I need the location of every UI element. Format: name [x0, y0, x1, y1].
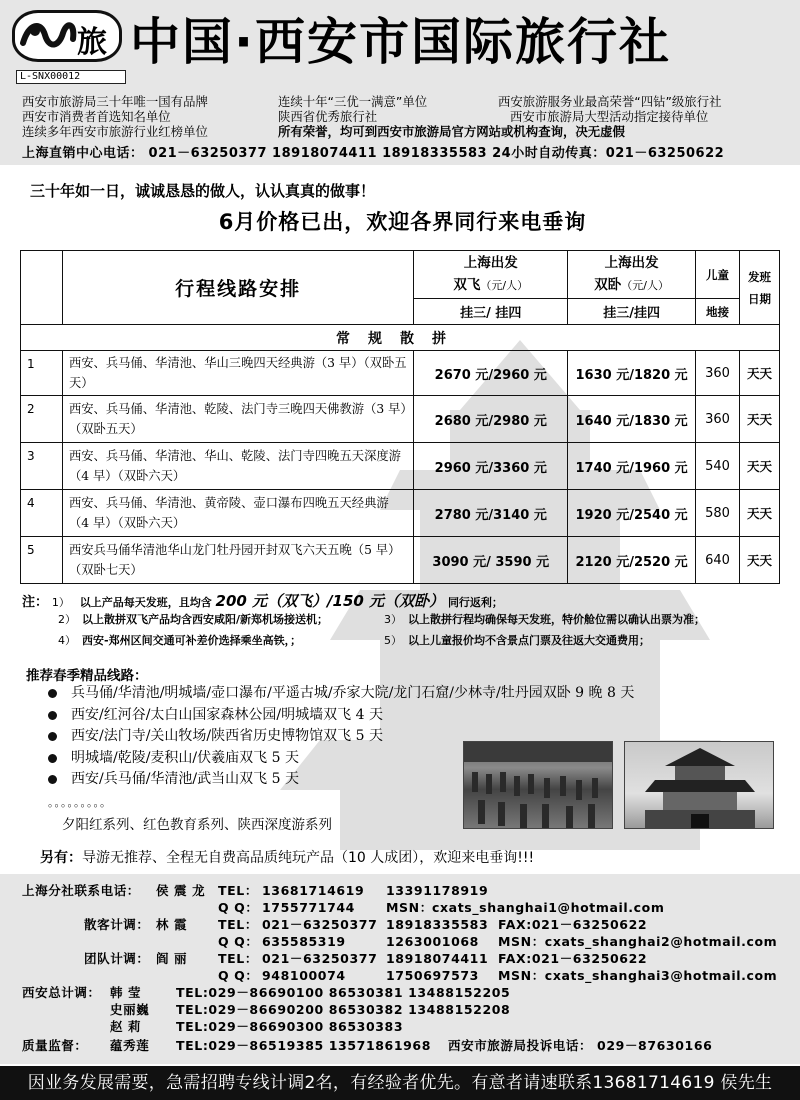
note-3 [384, 613, 705, 627]
bullet-icon [48, 754, 57, 763]
row-route: 西安、兵马俑、华清池、黄帝陵、壶口瀑布四晚五天经典游（4 早）（双卧六天） [62, 490, 413, 537]
row-air-price: 2960 元/3360 元 [414, 443, 568, 490]
honor-text: 连续十年“三优一满意”单位 [278, 94, 428, 109]
spring-routes-title: 推荐春季精品线路： [26, 668, 148, 684]
header-freq-sub: 日期 [747, 291, 771, 306]
note-text: 同行返利； [447, 596, 503, 609]
xian-phone: TEL:029－86690300 86530383 [176, 1019, 404, 1034]
spring-route-text: 西安/法门寺/关山牧场/陕西省历史博物馆双飞 5 天 [71, 728, 383, 744]
tel-label: TEL： [218, 951, 258, 966]
row-air-price: 2680 元/2980 元 [414, 396, 568, 443]
header-train-cell [568, 251, 696, 299]
row-frequency: 天天 [739, 351, 779, 396]
tel-label: TEL： [218, 917, 258, 932]
group-contact-name: 阎 丽 [156, 951, 188, 966]
notes-label: 注： [22, 595, 49, 610]
header-child-label: 儿童 [706, 267, 729, 282]
phone-number: 021－63250377 [262, 917, 378, 932]
company-name: 中国·西安市国际旅行社 [130, 13, 671, 71]
note-text: 以上儿童报价均不含景点门票及往返大交通费用； [408, 634, 650, 647]
fax-number: FAX:021－63250622 [498, 951, 648, 966]
header-train-unit: （元/人） [621, 279, 669, 292]
price-subheading: 6月价格已出，欢迎各界同行来电垂询 [218, 210, 587, 234]
ellipsis-dots: 。。。。。。。。。 [48, 796, 112, 809]
qq-number: 1263001068 [386, 934, 479, 949]
qa-label: 质量监督： [22, 1038, 88, 1053]
price-table [20, 250, 780, 584]
note-text: 西安-郑州区间交通可补差价选择乘坐高铁，； [82, 634, 302, 647]
section-label: 常规散拼 [21, 325, 780, 351]
row-train-price: 1740 元/1960 元 [568, 443, 696, 490]
honor-text: 连续多年西安市旅游行业红榜单位 [22, 124, 208, 139]
drum-tower-photo [624, 741, 774, 829]
spring-route-text: 兵马俑/华清池/明城墙/壶口瀑布/平遥古城/乔家大院/龙门石窟/少林寺/牡丹园双卧 9 晚 8 天 [71, 685, 635, 701]
list-item [48, 727, 383, 745]
row-air-price: 3090 元/ 3590 元 [414, 537, 568, 584]
row-child-price: 360 [696, 351, 740, 396]
qq-label: Q Q： [218, 968, 259, 983]
header-train-label: 上海出发 [604, 255, 659, 271]
table-row [21, 396, 780, 443]
xian-contact-name: 赵 莉 [110, 1019, 142, 1034]
qq-number: 948100074 [262, 968, 346, 983]
row-number: 5 [21, 537, 63, 584]
tel-label: TEL： [218, 883, 258, 898]
license-number: L-SNX00012 [16, 70, 126, 84]
rebate-amount: 200 元（双飞）/150 元（双卧） [215, 592, 445, 610]
msn-address: MSN：cxats_shanghai3@hotmail.com [498, 968, 778, 983]
honor-text: 陕西省优秀旅行社 [278, 109, 378, 124]
slogan: 三十年如一日，诚诚恳恳的做人，认认真真的做事！ [30, 182, 376, 200]
spring-route-text: 明城墙/乾陵/麦积山/伏羲庙双飞 5 天 [71, 750, 299, 766]
extra-text: 导游无推荐、全程无自费高品质纯玩产品（10 人成团），欢迎来电垂询!!! [82, 850, 535, 866]
shanghai-branch-label: 上海分社联系电话： [22, 883, 140, 898]
table-row [21, 351, 780, 396]
header-route-title: 行程线路安排 [62, 251, 413, 325]
row-train-price: 1640 元/1830 元 [568, 396, 696, 443]
row-air-price: 2670 元/2960 元 [414, 351, 568, 396]
honor-text: 西安市旅游局大型活动指定接待单位 [510, 109, 709, 124]
complaint-phone: 西安市旅游局投诉电话： 029－87630166 [448, 1038, 713, 1053]
table-row [21, 443, 780, 490]
row-route: 西安、兵马俑、华清池、乾陵、法门寺三晚四天佛教游（3 早）（双卧五天） [62, 396, 413, 443]
row-child-price: 360 [696, 396, 740, 443]
spring-route-text: 西安/兵马俑/华清池/武当山双飞 5 天 [71, 771, 299, 787]
qq-label: Q Q： [218, 934, 259, 949]
header-child-cell [696, 251, 740, 299]
note-number: 2） [58, 613, 76, 626]
table-header-row [21, 251, 780, 299]
row-number: 4 [21, 490, 63, 537]
phone-number: 13391178919 [386, 883, 489, 898]
row-train-price: 1920 元/2540 元 [568, 490, 696, 537]
bullet-icon [48, 689, 57, 698]
row-route: 西安、兵马俑、华清池、华山、乾陵、法门寺四晚五天深度游（4 早）（双卧六天） [62, 443, 413, 490]
contact-section [0, 874, 800, 1064]
xian-phone: TEL:029－86690100 86530381 13488152205 [176, 985, 511, 1000]
honor-text: 西安市消费者首选知名单位 [22, 109, 171, 124]
list-item [48, 684, 634, 702]
table-row [21, 490, 780, 537]
header-air-sub: 双飞 [453, 277, 481, 293]
row-number: 3 [21, 443, 63, 490]
row-number: 2 [21, 396, 63, 443]
xian-contact-name: 史丽巍 [110, 1002, 150, 1017]
phone-number: 021－63250377 [262, 951, 378, 966]
msn-address: cxats_shanghai1@hotmail.com [432, 900, 665, 915]
note-number: 4） [58, 634, 76, 647]
row-number: 1 [21, 351, 63, 396]
note-4 [58, 634, 301, 648]
row-child-price: 540 [696, 443, 740, 490]
row-route: 西安兵马俑华清池华山龙门牡丹园开封双飞六天五晚（5 早）（双卧七天） [62, 537, 413, 584]
sub-child-label: 地接 [696, 299, 740, 325]
bullet-icon [48, 711, 57, 720]
row-frequency: 天天 [739, 396, 779, 443]
fit-label: 散客计调： [84, 917, 150, 932]
xian-contact-name: 韩 莹 [110, 985, 142, 1000]
row-air-price: 2780 元/3140 元 [414, 490, 568, 537]
note-number: 1） [51, 596, 70, 609]
note-text: 以上散拼行程均确保每天发班，特价舱位需以确认出票为准； [408, 613, 705, 626]
phone-number: 18918074411 [386, 951, 489, 966]
terracotta-warriors-photo [463, 741, 613, 829]
fit-contact-name: 林 霞 [156, 917, 188, 932]
note-5 [384, 634, 650, 648]
sub-train-label: 挂三/挂四 [568, 299, 696, 325]
row-train-price: 2120 元/2520 元 [568, 537, 696, 584]
qq-number: 1755771744 [262, 900, 355, 915]
row-child-price: 640 [696, 537, 740, 584]
phone-number: 18918335583 [386, 917, 489, 932]
drum-tower-icon [625, 742, 774, 829]
table-row [21, 537, 780, 584]
series-text: 夕阳红系列、红色教育系列、陕西深度游系列 [62, 817, 332, 833]
group-label: 团队计调： [84, 951, 150, 966]
xian-phone: TEL:029－86690200 86530382 13488152208 [176, 1002, 511, 1017]
header-contact-line: 上海直销中心电话： 021－63250377 18918074411 18918335583 24小时自动传真：021－63250622 [22, 146, 725, 161]
bullet-icon [48, 732, 57, 741]
section-row [21, 325, 780, 351]
list-item [48, 706, 383, 724]
header-num-cell [21, 251, 63, 325]
list-item [48, 749, 299, 767]
terracotta-warriors-icon [464, 742, 613, 829]
shanghai-contact-name: 侯 震 龙 [156, 883, 206, 898]
bullet-icon [48, 775, 57, 784]
extra-label: 另有： [40, 850, 82, 866]
header-freq-label: 发班 [747, 269, 771, 284]
spring-route-text: 西安/红河谷/太白山国家森林公园/明城墙双飞 4 天 [71, 707, 383, 723]
honor-text: 西安市旅游局三十年唯一国有品牌 [22, 94, 208, 109]
qa-phone: TEL:029－86519385 13571861968 [176, 1038, 432, 1053]
note-number: 3） [384, 613, 402, 626]
row-child-price: 580 [696, 490, 740, 537]
header-banner [0, 0, 800, 165]
row-frequency: 天天 [739, 537, 779, 584]
honor-disclaimer: 所有荣誉，均可到西安市旅游局官方网站或机构查询，决无虚假 [278, 124, 625, 139]
recruitment-footer: 因业务发展需要，急需招聘专线计调2名，有经验者优先。有意者请速联系13681714619 侯先生 [0, 1066, 800, 1100]
note-1 [22, 594, 503, 610]
row-train-price: 1630 元/1820 元 [568, 351, 696, 396]
fax-number: FAX:021－63250622 [498, 917, 648, 932]
msn-label: MSN： [386, 900, 433, 915]
phone-number: 13681714619 [262, 883, 365, 898]
msn-address: MSN：cxats_shanghai2@hotmail.com [498, 934, 778, 949]
sub-air-label: 挂三/ 挂四 [414, 299, 568, 325]
extra-info-line [40, 847, 534, 867]
list-item [48, 770, 299, 788]
note-text: 以上散拼双飞产品均含西安咸阳/新郑机场接送机； [82, 613, 329, 626]
note-2 [58, 613, 328, 627]
header-air-unit: （元/人） [480, 279, 529, 292]
logo-character: 旅 [77, 25, 107, 60]
qq-label: Q Q： [218, 900, 259, 915]
note-text: 以上产品每天发班，且均含 [79, 596, 212, 609]
honor-text: 西安旅游服务业最高荣誉“四钻”级旅行社 [498, 94, 722, 109]
header-air-label: 上海出发 [463, 255, 518, 271]
note-number: 5） [384, 634, 402, 647]
row-route: 西安、兵马俑、华清池、华山三晚四天经典游（3 早）（双卧五天） [62, 351, 413, 396]
qq-number: 1750697573 [386, 968, 479, 983]
row-frequency: 天天 [739, 490, 779, 537]
xian-label: 西安总计调： [22, 985, 101, 1000]
company-logo [12, 10, 122, 62]
qq-number: 635585319 [262, 934, 346, 949]
qa-contact-name: 蕴秀莲 [110, 1038, 150, 1053]
header-train-sub: 双卧 [594, 277, 622, 293]
header-freq-cell [739, 251, 779, 325]
header-air-cell [414, 251, 568, 299]
row-frequency: 天天 [739, 443, 779, 490]
